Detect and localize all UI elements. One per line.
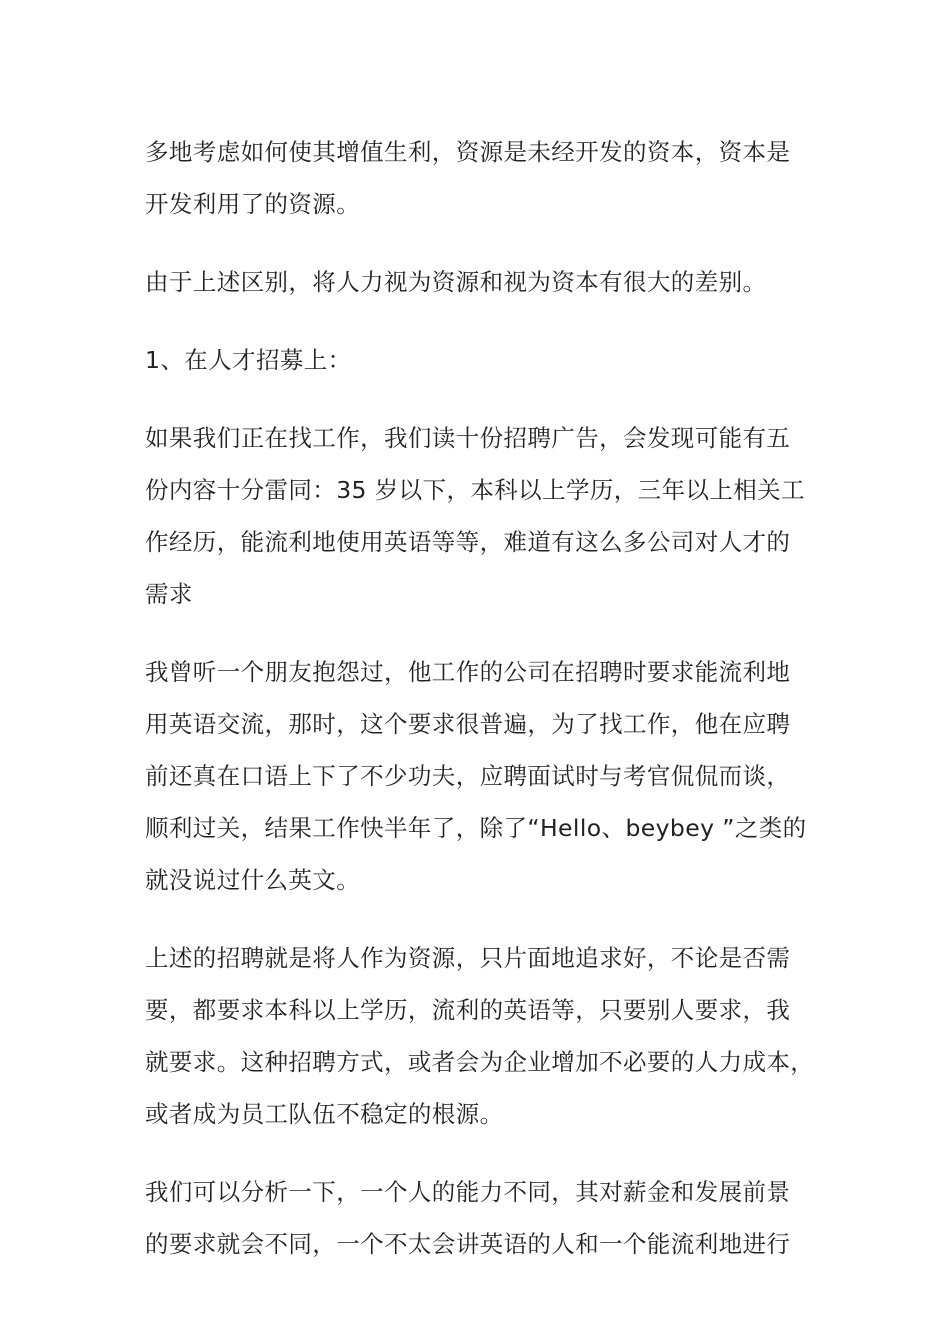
text-line: 或者成为员工队伍不稳定的根源。: [145, 1100, 504, 1128]
paragraph-4: [145, 412, 810, 620]
text-line: 开发利用了的资源。: [145, 190, 361, 218]
text-line: 多地考虑如何使其增值生利，资源是未经开发的资本，资本是: [145, 138, 791, 166]
text-line: 由于上述区别，将人力视为资源和视为资本有很大的差别。: [145, 268, 767, 296]
text-line: 就没说过什么英文。: [145, 866, 361, 894]
paragraph-2: [145, 256, 810, 308]
text-line: 的要求就会不同，一个不太会讲英语的人和一个能流利地进行: [145, 1230, 791, 1258]
paragraph-5: [145, 646, 810, 906]
text-line: 份内容十分雷同：35 岁以下，本科以上学历，三年以上相关工: [145, 476, 805, 504]
paragraph-6: [145, 932, 815, 1140]
paragraph-1: [145, 126, 810, 230]
text-line: 上述的招聘就是将人作为资源，只片面地追求好，不论是否需: [145, 944, 791, 972]
text-line: 需求: [145, 580, 193, 608]
text-line: 要，都要求本科以上学历，流利的英语等，只要别人要求，我: [145, 996, 791, 1024]
section-heading: [145, 334, 810, 386]
text-line: 就要求。这种招聘方式，或者会为企业增加不必要的人力成本，: [145, 1048, 815, 1076]
text-line: 顺利过关，结果工作快半年了，除了“Hello、beybey ”之类的: [145, 814, 807, 842]
text-line: 用英语交流，那时，这个要求很普遍，为了找工作，他在应聘: [145, 710, 791, 738]
text-line: 我曾听一个朋友抱怨过，他工作的公司在招聘时要求能流利地: [145, 658, 791, 686]
text-line: 如果我们正在找工作，我们读十份招聘广告，会发现可能有五: [145, 424, 791, 452]
text-line: 前还真在口语上下了不少功夫，应聘面试时与考官侃侃而谈，: [145, 762, 791, 790]
text-line: 我们可以分析一下，一个人的能力不同，其对薪金和发展前景: [145, 1178, 791, 1206]
text-line: 1、在人才招募上：: [145, 346, 352, 374]
paragraph-7: [145, 1166, 810, 1270]
text-line: 作经历，能流利地使用英语等等，难道有这么多公司对人才的: [145, 528, 791, 556]
document-body: [145, 126, 815, 1296]
